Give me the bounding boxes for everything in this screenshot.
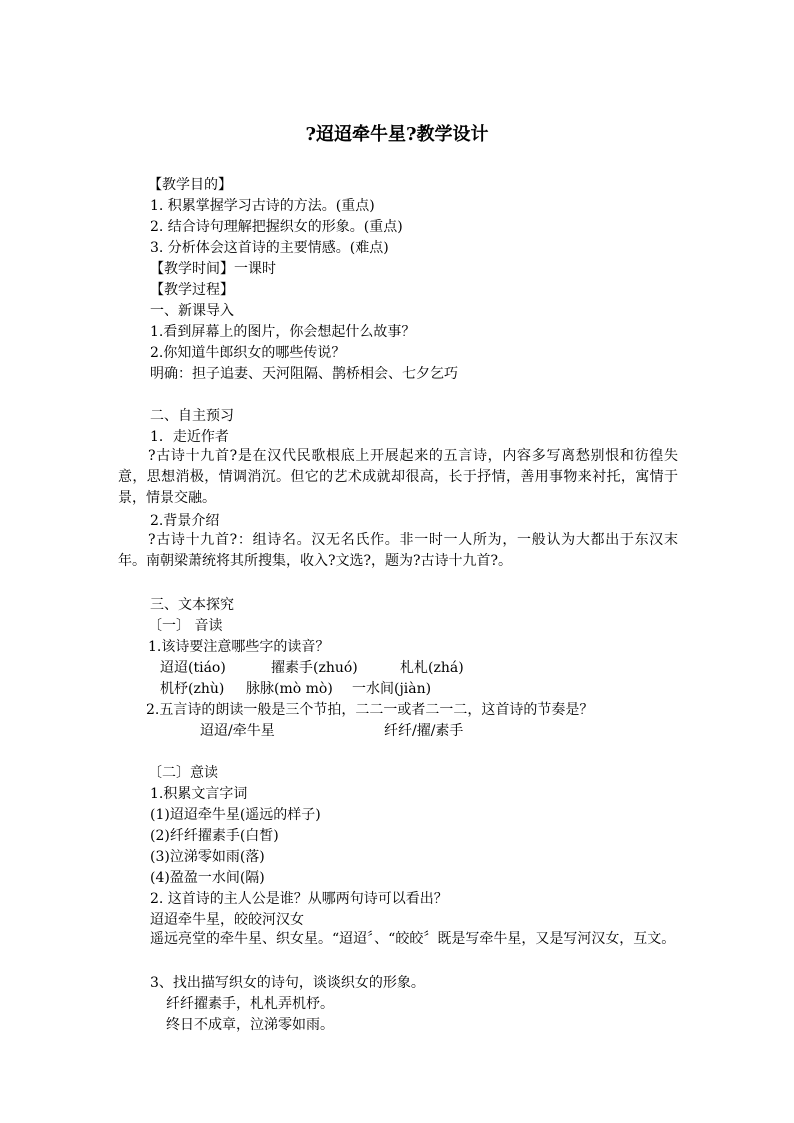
objective-item: 2. 结合诗句理解把握织女的形象。(重点)	[150, 219, 403, 235]
pronunciation-item: 札札(zhá)	[400, 660, 464, 676]
intro-question: 2.你知道牛郎织女的哪些传说？	[150, 345, 346, 361]
pronunciation-item: 擢素手(zhuó)	[271, 660, 358, 676]
teaching-time: 【教学时间】一课时	[150, 261, 276, 277]
author-paragraph: ?古诗十九首?是在汉代民歌根底上开展起来的五言诗，内容多写离愁别恨和彷徨失意，思想消极，情调消沉。但它的艺术成就却很高，长于抒情，善用事物来衬托，寓情于景，情景交融。	[118, 448, 678, 506]
objectives-heading: 【教学目的】	[148, 177, 232, 193]
weaver-question: 3、找出描写织女的诗句，谈谈织女的形象。	[150, 975, 425, 991]
vocab-item: (4)盈盈一水间(隔)	[150, 870, 265, 886]
rhythm-item: 迢迢/牵牛星	[200, 723, 275, 739]
pronunciation-item: 一水间(jiàn)	[352, 681, 432, 697]
section-heading-preview: 二、自主预习	[150, 408, 234, 424]
intro-question: 1.看到屏幕上的图片，你会想起什么故事？	[150, 324, 416, 340]
rhythm-question: 2.五言诗的朗读一般是三个节拍，二二一或者二一二，这首诗的节奏是？	[146, 702, 594, 718]
sound-question: 1.该诗要注意哪些字的读音？	[148, 639, 330, 655]
meaning-reading-heading: 〔二〕意读	[148, 765, 218, 781]
vocab-item: (3)泣涕零如雨(落)	[150, 849, 265, 865]
weaver-line: 纤纤擢素手，札札弄机杼。	[166, 996, 334, 1012]
sound-reading-heading: 〔一〕 音读	[148, 618, 223, 634]
vocab-item: (1)迢迢牵牛星(遥远的样子)	[150, 807, 321, 823]
vocab-item: (2)纤纤擢素手(白皙)	[150, 828, 279, 844]
protagonist-explanation: 遥远亮堂的牵牛星、织女星。“迢迢〞、“皎皎〞既是写牵牛星，又是写河汉女，互文。	[150, 931, 676, 947]
page-title: ?迢迢牵牛星?教学设计	[305, 124, 489, 145]
pronunciation-item: 机杼(zhù)	[160, 681, 225, 697]
objective-item: 1. 积累掌握学习古诗的方法。(重点)	[150, 198, 375, 214]
background-heading: 2.背景介绍	[150, 513, 220, 529]
vocab-heading: 1.积累文言字词	[150, 786, 248, 802]
pronunciation-item: 迢迢(tiáo)	[160, 660, 226, 676]
objective-item: 3. 分析体会这首诗的主要情感。(难点)	[150, 240, 389, 256]
rhythm-item: 纤纤/擢/素手	[384, 723, 464, 739]
protagonist-lines: 迢迢牵牛星，皎皎河汉女	[150, 912, 304, 928]
background-paragraph: ?古诗十九首?：组诗名。汉无名氏作。非一时一人所为，一般认为大都出于东汉末年。南朝梁萧统将其所搜集，收入?文选?，题为?古诗十九首?。	[118, 532, 678, 569]
process-heading: 【教学过程】	[150, 282, 234, 298]
intro-answer: 明确：担子追妻、天河阻隔、鹊桥相会、七夕乞巧	[150, 366, 458, 382]
pronunciation-item: 脉脉(mò mò)	[246, 681, 333, 697]
section-heading-intro: 一、新课导入	[150, 303, 234, 319]
protagonist-question: 2. 这首诗的主人公是谁？从哪两句诗可以看出？	[150, 891, 448, 907]
weaver-line: 终日不成章，泣涕零如雨。	[166, 1017, 334, 1033]
author-heading: 1．走近作者	[150, 429, 229, 445]
section-heading-explore: 三、文本探究	[150, 597, 234, 613]
